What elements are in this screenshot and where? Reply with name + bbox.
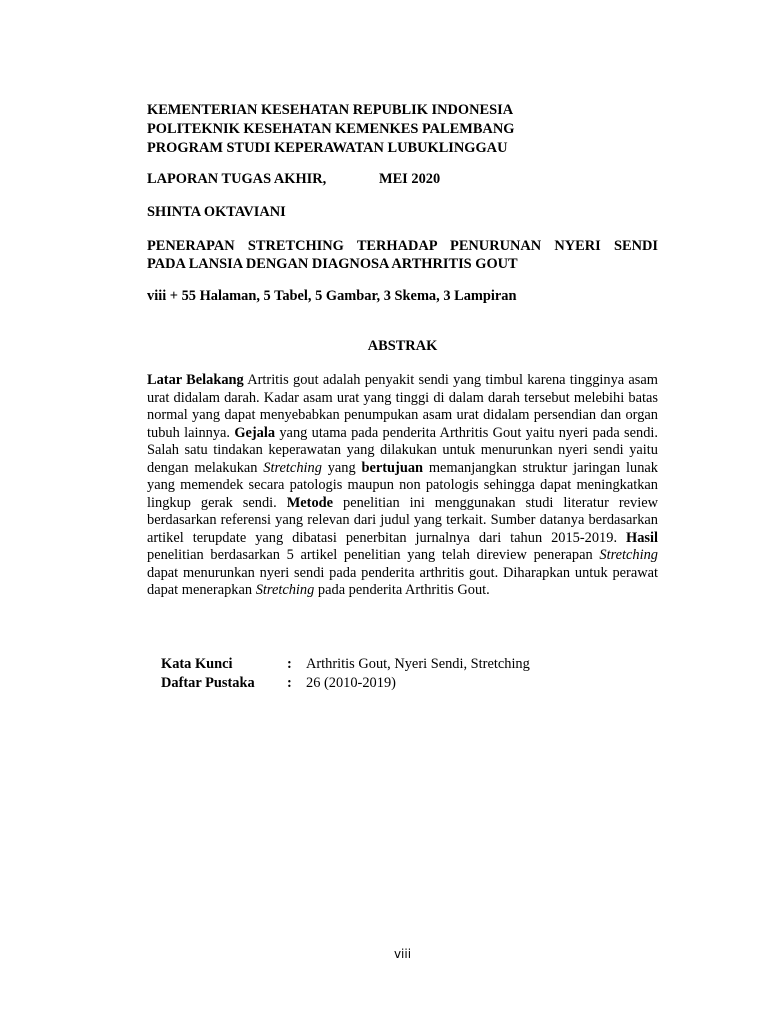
stretching-term: Stretching [263, 459, 322, 476]
abstract-heading: ABSTRAK [367, 338, 438, 354]
abstract-body [147, 372, 658, 600]
background-text: Artritis gout adalah penyakit sendi yang timbul karena tingginya asam urat didalam darah. Kadar asam urat yang tinggi di dalam darah tersebut melebihi batas normal yang dapat menyebabkan penumpukan asam urat didalam persendian dan organ tubuh lainnya. [147, 372, 658, 441]
page-number: viii [393, 947, 412, 961]
result-label: Hasil [626, 529, 658, 546]
report-date: MEI 2020 [379, 171, 441, 187]
result-text-mid: dapat menurunkan nyeri sendi pada penderita arthritis gout. Diharapkan untuk perawat dapat menerapkan [147, 564, 658, 598]
polytechnic-name: POLITEKNIK KESEHATAN KEMENKES PALEMBANG [147, 121, 515, 137]
keywords-colon: : [287, 656, 292, 672]
page-info: viii + 55 Halaman, 5 Tabel, 5 Gambar, 3 Skema, 3 Lampiran [147, 288, 517, 304]
metadata-table [161, 656, 530, 694]
purpose-text: memanjangkan struktur jaringan lunak yang memendek secara patologis maupun non patologis sehingga dapat meningkatkan lingkup gerak sendi. [147, 459, 659, 511]
background-label: Latar Belakang [147, 372, 244, 388]
keywords-row [161, 656, 530, 675]
document-page [147, 0, 658, 1024]
symptoms-text-end: yang [321, 459, 362, 476]
report-type: LAPORAN TUGAS AKHIR, [147, 171, 327, 187]
purpose-label: bertujuan [361, 459, 424, 476]
references-label: Daftar Pustaka [161, 675, 255, 691]
result-text: penelitian berdasarkan 5 artikel penelitian yang telah direview penerapan [147, 547, 600, 563]
ministry-name: KEMENTERIAN KESEHATAN REPUBLIK INDONESIA [147, 102, 514, 118]
method-text: penelitian ini menggunakan studi literatur review berdasarkan referensi yang relevan dari judul yang terkait. Sumber datanya berdasarkan artikel terupdate yang dibatasi penerbitan jurnalnya dari tahun 2015-2019. [147, 494, 658, 546]
program-name: PROGRAM STUDI KEPERAWATAN LUBUKLINGGAU [147, 140, 508, 156]
institution-header [147, 101, 514, 158]
thesis-title [147, 237, 658, 273]
keywords-value: Arthritis Gout, Nyeri Sendi, Stretching [306, 656, 530, 672]
author-name: SHINTA OKTAVIANI [147, 204, 286, 220]
keywords-label: Kata Kunci [161, 656, 233, 672]
thesis-title-line-1: PENERAPAN STRETCHING TERHADAP PENURUNAN NYERI SENDI [147, 238, 658, 254]
references-colon: : [287, 675, 292, 691]
method-label: Metode [286, 494, 334, 511]
symptoms-label: Gejala [234, 424, 276, 441]
symptoms-text: yang utama pada penderita Arthritis Gout yaitu nyeri pada sendi. Salah satu tindakan keperawatan yang dilakukan untuk menurunkan nyeri sendi yaitu dengan melakukan [147, 424, 658, 476]
references-row [161, 675, 530, 694]
references-value: 26 (2010-2019) [306, 675, 396, 691]
result-text-end: pada penderita Arthritis Gout. [314, 582, 490, 598]
report-line [147, 170, 441, 189]
thesis-title-line-2: PADA LANSIA DENGAN DIAGNOSA ARTHRITIS GOUT [147, 256, 518, 272]
stretching-term: Stretching [599, 547, 658, 563]
stretching-term: Stretching [255, 582, 315, 598]
